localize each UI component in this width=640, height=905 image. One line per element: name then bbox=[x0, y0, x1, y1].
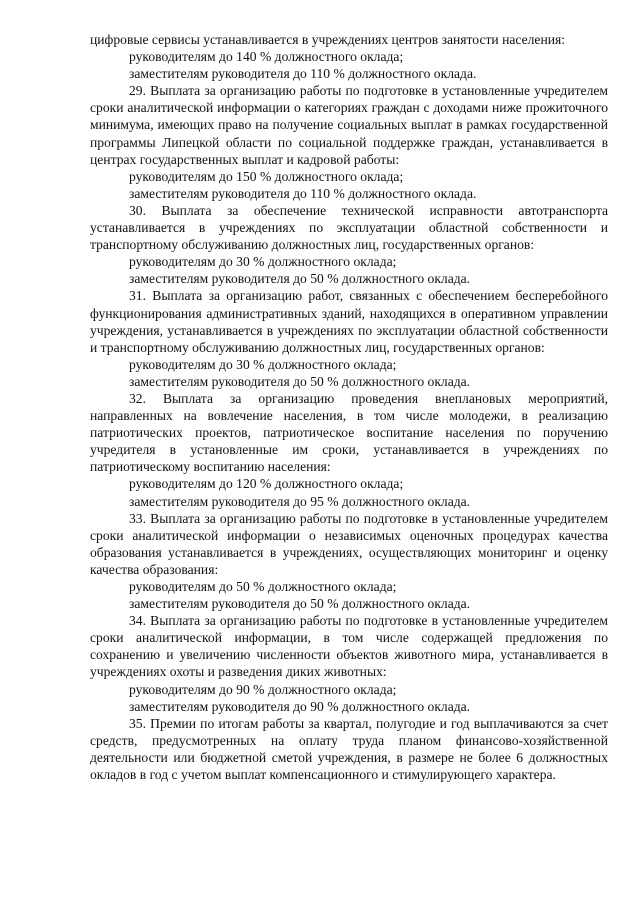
rate-line-head: руководителям до 140 % должностного оклада; bbox=[129, 49, 404, 65]
clause-33: 33. Выплата за организацию работы по подготовке в установленные учредителем сроки аналитической информации о независимых оценочных процедурах качества образования устанавливается в учреждениях, осуществляющих мониторинг и оценку качества образования: bbox=[90, 510, 608, 577]
rate-line-deputy: заместителям руководителя до 95 % должностного оклада. bbox=[129, 493, 471, 509]
clause-29: 29. Выплата за организацию работы по подготовке в установленные учредителем сроки аналитической информации о категориях граждан с доходами ниже прожиточного минимума, имеющих право на получение социальных выплат в рамках государственной программы Липецкой области по социальной поддержке граждан, устанавливается в центрах государственных выплат и кадровой работы: bbox=[90, 83, 608, 167]
clause-30: 30. Выплата за обеспечение технической исправности автотранспорта устанавливается в учреждениях по эксплуатации областной собственности и транспортному обслуживанию должностных лиц, государственных органов: bbox=[90, 202, 608, 253]
rate-line-deputy: заместителям руководителя до 110 % должностного оклада. bbox=[129, 185, 477, 201]
clause-34: 34. Выплата за организацию работы по подготовке в установленные учредителем сроки аналитической информации, в том числе содержащей предложения по сохранению и увеличению численности объектов животного мира, устанавливается в учреждениях охоты и разведения диких животных: bbox=[90, 613, 608, 680]
rate-line-head: руководителям до 90 % должностного оклада; bbox=[129, 681, 397, 697]
clause-35: 35. Премии по итогам работы за квартал, полугодие и год выплачиваются за счет средств, предусмотренных на оплату труда планом финансово-хозяйственной деятельности или бюджетной сметой учреждения, в размере не более 6 должностных окладов в год с учетом выплат компенсационного и стимулирующего характера. bbox=[90, 715, 608, 783]
rate-line-deputy: заместителям руководителя до 50 % должностного оклада. bbox=[129, 271, 471, 287]
rate-line-head: руководителям до 50 % должностного оклада; bbox=[129, 579, 397, 594]
rate-line-deputy: заместителям руководителя до 110 % должностного оклада. bbox=[129, 66, 477, 82]
rate-line-head: руководителям до 150 % должностного оклада; bbox=[129, 168, 404, 184]
document-page bbox=[90, 31, 608, 783]
rate-line-deputy: заместителям руководителя до 90 % должностного оклада. bbox=[129, 698, 471, 714]
clause-32: 32. Выплата за организацию проведения внеплановых мероприятий, направленных на вовлечение населения, в том числе молодежи, в реализацию патриотических проектов, патриотическое воспитание населения по поручению учредителя в установленные им сроки, устанавливается в учреждениях по патриотическому воспитанию населения: bbox=[90, 390, 608, 475]
rate-line-head: руководителям до 30 % должностного оклада; bbox=[129, 356, 397, 372]
rate-line-deputy: заместителям руководителя до 50 % должностного оклада. bbox=[129, 373, 471, 389]
clause-31: 31. Выплата за организацию работ, связанных с обеспечением бесперебойного функционирования административных зданий, находящихся в оперативном управлении учреждения, устанавливается в учреждениях по эксплуатации областной собственности и транспортному обслуживанию должностных лиц, государственных органов: bbox=[90, 288, 608, 355]
paragraph-continuation: цифровые сервисы устанавливается в учреждениях центров занятости населения: bbox=[90, 32, 566, 47]
rate-line-deputy: заместителям руководителя до 50 % должностного оклада. bbox=[129, 596, 471, 612]
rate-line-head: руководителям до 120 % должностного оклада; bbox=[129, 476, 404, 492]
rate-line-head: руководителям до 30 % должностного оклада; bbox=[129, 254, 397, 270]
